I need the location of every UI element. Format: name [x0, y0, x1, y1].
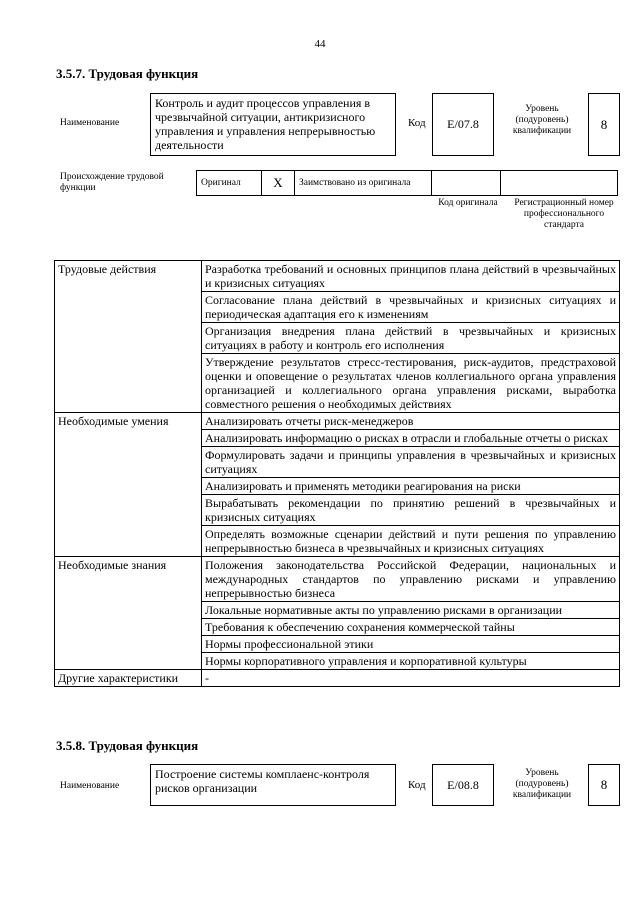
skill-item: Формулировать задачи и принципы управления в чрезвычайных и кризисных ситуациях — [202, 447, 620, 478]
reg-number-cell — [501, 171, 618, 196]
function-name-box: Контроль и аудит процессов управления в чрезвычайной ситуации, антикризисного управления и управления непрерывностью деятельности — [150, 93, 396, 156]
code-label: Код — [408, 117, 426, 129]
skills-label: Необходимые умения — [55, 413, 202, 557]
knowledge-item: Локальные нормативные акты по управлению рисками в организации — [202, 602, 620, 619]
level-label-2: Уровень (подуровень) квалификации — [512, 768, 572, 800]
labor-actions-label: Трудовые действия — [55, 261, 202, 413]
skill-item: Определять возможные сценарии действий и пути решения по управлению непрерывностью бизнеса в чрезвычайных и кризисных ситуациях — [202, 526, 620, 557]
skill-item: Анализировать и применять методики реагирования на риски — [202, 478, 620, 495]
code-box-2: E/08.8 — [432, 764, 494, 806]
code-label-2: Код — [408, 779, 426, 791]
origin-label: Происхождение трудовой функции — [60, 172, 164, 193]
skill-item: Анализировать отчеты риск-менеджеров — [202, 413, 620, 430]
original-mark: X — [262, 171, 295, 196]
name-label-2: Наименование — [60, 781, 120, 791]
level-box: 8 — [588, 93, 620, 156]
level-label: Уровень (подуровень) квалификации — [512, 104, 572, 136]
other-characteristics-label: Другие характеристики — [55, 670, 202, 687]
code-box: E/07.8 — [432, 93, 494, 156]
section-heading-2: 3.5.8. Трудовая функция — [56, 738, 199, 753]
knowledge-item: Требования к обеспечению сохранения коммерческой тайны — [202, 619, 620, 636]
borrowed-label: Заимствовано из оригинала — [295, 171, 432, 196]
level-box-2: 8 — [588, 764, 620, 806]
page-number: 44 — [314, 38, 326, 50]
knowledge-item: Положения законодательства Российской Федерации, национальных и международных стандартов по управлению рисками и управлению непрерывностью бизнеса — [202, 557, 620, 602]
other-characteristics-value: - — [202, 670, 620, 687]
labor-action-item: Организация внедрения плана действий в чрезвычайных и кризисных ситуациях в работу и контроль его исполнения — [202, 323, 620, 354]
knowledge-item: Нормы профессиональной этики — [202, 636, 620, 653]
skill-item: Анализировать информацию о рисках в отрасли и глобальные отчеты о рисках — [202, 430, 620, 447]
labor-action-item: Согласование плана действий в чрезвычайных и кризисных ситуациях и периодическая адаптация его к изменениям — [202, 292, 620, 323]
skill-item: Вырабатывать рекомендации по принятию решений в чрезвычайных и кризисных ситуациях — [202, 495, 620, 526]
origin-code-label: Код оригинала — [438, 198, 498, 208]
labor-action-item: Утверждение результатов стресс-тестирования, риск-аудитов, предстраховой оценки и оповещение о результатах членов коллегиального органа управления организацией и коллегиального органа управления рисками, выработка совместного решения о необходимых действиях — [202, 354, 620, 413]
name-label: Наименование — [60, 118, 120, 128]
knowledge-label: Необходимые знания — [55, 557, 202, 670]
labor-action-item: Разработка требований и основных принципов плана действий в чрезвычайных и кризисных ситуациях — [202, 261, 620, 292]
origin-table — [196, 170, 618, 196]
function-name-box-2: Построение системы комплаенс-контроля рисков организации — [150, 764, 396, 806]
origin-code-cell — [432, 171, 501, 196]
knowledge-item: Нормы корпоративного управления и корпоративной культуры — [202, 653, 620, 670]
original-label: Оригинал — [197, 171, 262, 196]
reg-number-label: Регистрационный номер профессионального стандарта — [514, 198, 614, 230]
function-details-table — [54, 260, 620, 687]
section-heading: 3.5.7. Трудовая функция — [56, 66, 199, 81]
